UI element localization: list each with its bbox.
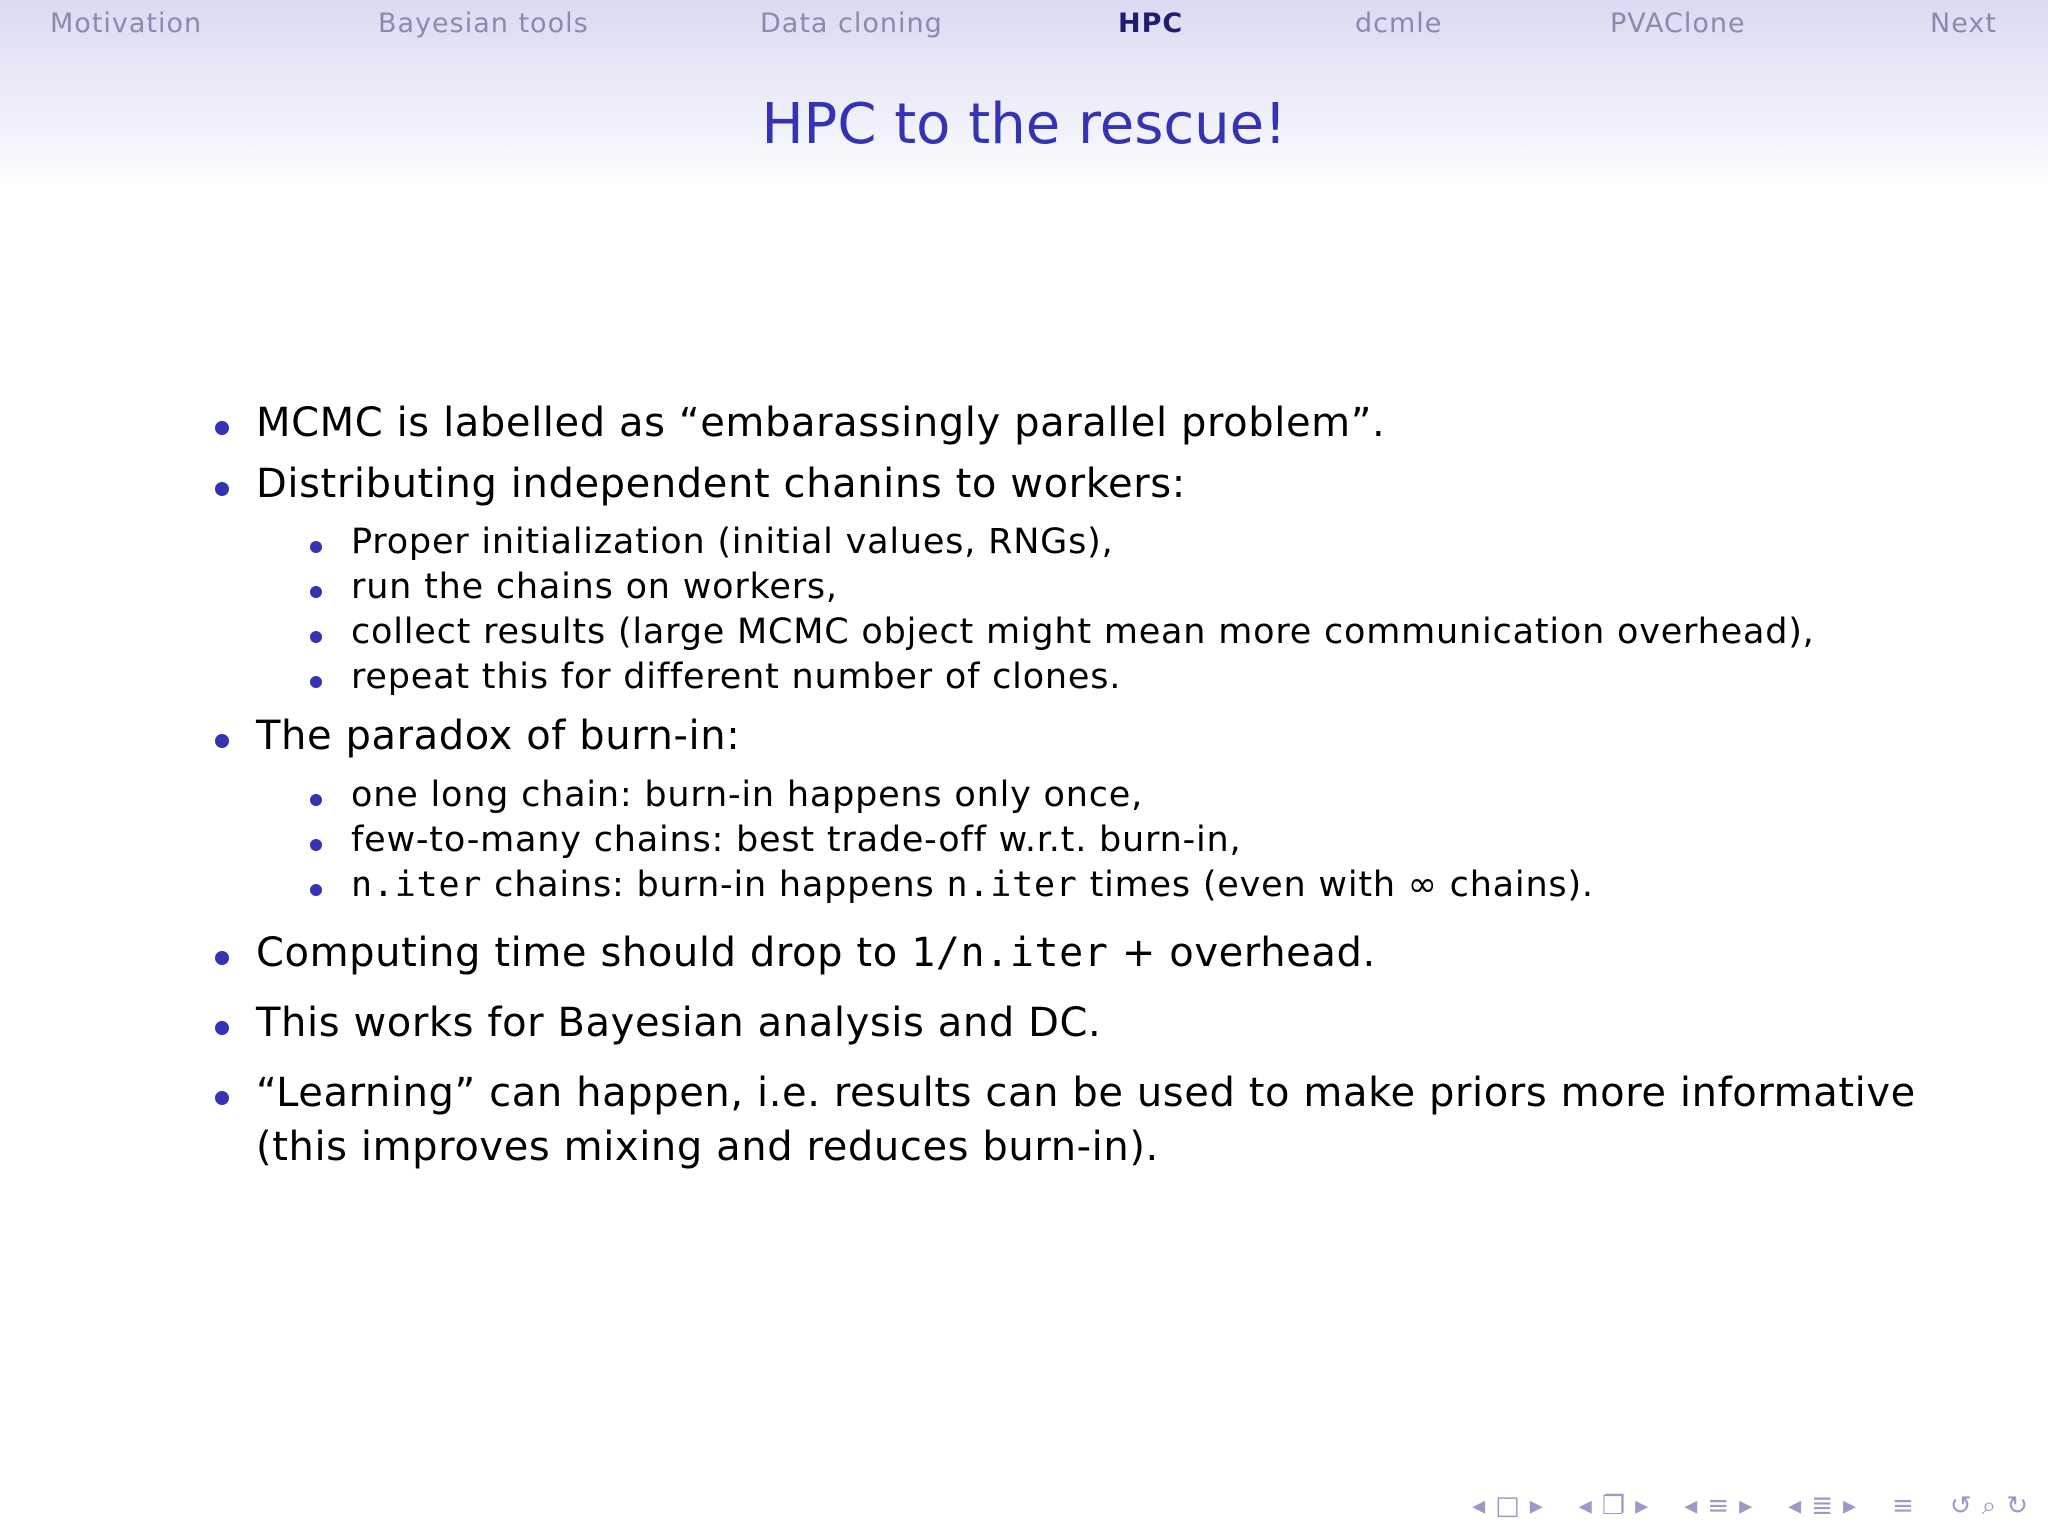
bullet-learning-line1: “Learning” can happen, i.e. results can be used to make priors more informative — [256, 1070, 1916, 1116]
sub-bullet-run-chains: run the chains on workers, — [351, 567, 838, 607]
search-icon[interactable]: ⌕ — [1981, 1491, 1997, 1521]
subsection-icon[interactable]: ❐ — [1601, 1491, 1626, 1521]
sub-bullet-repeat-clones: repeat this for different number of clones. — [351, 657, 1122, 697]
sub-bullet-few-to-many: few-to-many chains: best trade-off w.r.t. burn-in, — [351, 820, 1242, 860]
section-nav-group — [1674, 1493, 1752, 1519]
history-search-group — [1940, 1493, 2028, 1519]
bullet-dot — [215, 734, 229, 748]
text-fragment: Computing time should drop to — [256, 930, 912, 976]
bullet-distributing-chains: Distributing independent chanins to workers: — [256, 461, 1186, 507]
nav-data-cloning[interactable]: Data cloning — [760, 8, 943, 39]
outline-icon[interactable]: ≡ — [1892, 1491, 1914, 1521]
text-fragment: chains: burn-in happens — [482, 865, 947, 905]
nav-pvaclone[interactable]: PVAClone — [1610, 8, 1746, 39]
bullet-mcmc-parallel: MCMC is labelled as “embarassingly parallel problem”. — [256, 400, 1386, 446]
sub-bullet-dot — [310, 884, 322, 896]
bullet-burn-in-paradox: The paradox of burn-in: — [256, 713, 741, 759]
nav-motivation[interactable]: Motivation — [50, 8, 203, 39]
bullet-dot — [215, 951, 229, 965]
next-section-icon[interactable]: ▸ — [1739, 1491, 1753, 1521]
prev-frame-icon[interactable]: ◂ — [1472, 1491, 1486, 1521]
nav-next[interactable]: Next — [1930, 8, 1997, 39]
back-icon[interactable]: ↺ — [1949, 1491, 1972, 1521]
text-fragment: times (even with ∞ chains). — [1077, 865, 1594, 905]
bullet-dot — [215, 421, 229, 435]
part-nav-group — [1778, 1493, 1856, 1519]
sub-bullet-dot — [310, 839, 322, 851]
sub-bullet-n-iter-chains — [351, 865, 1594, 905]
bullet-learning-line2: (this improves mixing and reduces burn-in). — [256, 1124, 1159, 1170]
sub-bullet-dot — [310, 631, 322, 643]
sub-bullet-dot — [310, 541, 322, 553]
nav-dcmle[interactable]: dcmle — [1355, 8, 1443, 39]
beamer-navigation-symbols — [1288, 1488, 2028, 1524]
slide-title: HPC to the rescue! — [761, 92, 1287, 157]
sub-bullet-collect-results: collect results (large MCMC object might mean more communication overhead), — [351, 612, 1815, 652]
subsection-nav-group — [1569, 1493, 1648, 1519]
part-icon[interactable]: ≣ — [1811, 1491, 1833, 1521]
code-fraction: 1/n.iter — [911, 930, 1109, 976]
nav-bayesian-tools[interactable]: Bayesian tools — [378, 8, 589, 39]
next-part-icon[interactable]: ▸ — [1842, 1491, 1857, 1521]
bullet-dot — [215, 482, 229, 496]
next-frame-icon[interactable]: ▸ — [1529, 1491, 1543, 1521]
bullet-dot — [215, 1091, 229, 1105]
sub-bullet-initialization: Proper initialization (initial values, RNGs), — [351, 522, 1114, 562]
prev-section-icon[interactable]: ◂ — [1684, 1491, 1698, 1521]
forward-icon[interactable]: ↻ — [2006, 1491, 2028, 1521]
frame-icon[interactable]: □ — [1495, 1491, 1520, 1521]
frame-nav-group — [1462, 1493, 1543, 1519]
code-n-iter: n.iter — [351, 865, 483, 905]
prev-part-icon[interactable]: ◂ — [1788, 1491, 1802, 1521]
bullet-dot — [215, 1021, 229, 1035]
code-n-iter: n.iter — [946, 865, 1078, 905]
sub-bullet-dot — [310, 586, 322, 598]
text-fragment: + overhead. — [1108, 930, 1376, 976]
nav-hpc[interactable]: HPC — [1118, 8, 1184, 39]
bullet-bayesian-dc: This works for Bayesian analysis and DC. — [256, 1000, 1102, 1046]
bullet-computing-time — [256, 930, 1376, 976]
sub-bullet-dot — [310, 676, 322, 688]
outline-nav-group — [1882, 1493, 1914, 1519]
sub-bullet-one-long-chain: one long chain: burn-in happens only once, — [351, 775, 1144, 815]
prev-subsection-icon[interactable]: ◂ — [1578, 1491, 1592, 1521]
sub-bullet-dot — [310, 794, 322, 806]
section-icon[interactable]: ≡ — [1707, 1491, 1730, 1521]
next-subsection-icon[interactable]: ▸ — [1635, 1491, 1649, 1521]
